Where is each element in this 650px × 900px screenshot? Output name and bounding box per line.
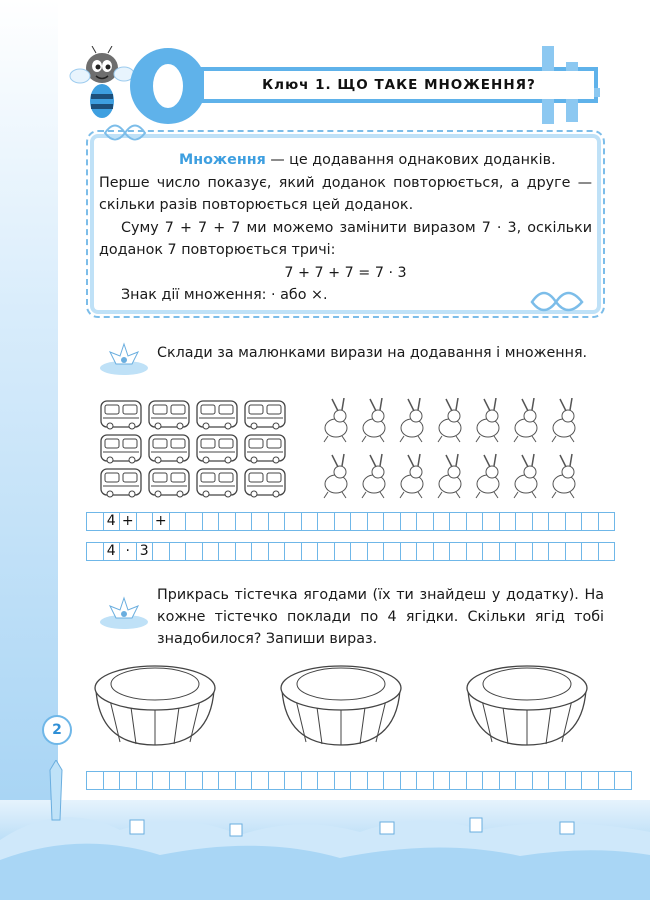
rabbit-icon: [400, 398, 423, 442]
answer-cell[interactable]: [466, 771, 484, 790]
rule-explanation: Перше число показує, який доданок повторюється, а друге — скільки разів повторюється цей доданок.: [99, 174, 592, 213]
bus-icon: [149, 435, 189, 463]
rabbit-icon: [438, 398, 461, 442]
answer-cell[interactable]: [565, 771, 583, 790]
answer-cell[interactable]: 3: [136, 542, 154, 561]
answer-cell[interactable]: [152, 542, 170, 561]
answer-cell[interactable]: [301, 771, 319, 790]
bus-icon: [101, 435, 141, 463]
answer-cell[interactable]: [581, 512, 599, 531]
answer-cell[interactable]: [86, 542, 104, 561]
answer-cell[interactable]: 4: [103, 542, 121, 561]
answer-cell[interactable]: [251, 512, 269, 531]
answer-cell[interactable]: [548, 512, 566, 531]
rule-formula: 7 + 7 + 7 = 7 · 3: [284, 264, 407, 281]
answer-cell[interactable]: [185, 512, 203, 531]
answer-cell[interactable]: [598, 771, 616, 790]
rule-text: [99, 149, 592, 307]
answer-cell[interactable]: ·: [119, 542, 137, 561]
rule-sign: Знак дії множення: · або ×.: [121, 287, 328, 303]
answer-grid-addition[interactable]: [86, 512, 614, 531]
answer-cell[interactable]: [449, 542, 467, 561]
answer-cell[interactable]: [334, 512, 352, 531]
bus-icon: [101, 469, 141, 497]
header-title-box: [204, 71, 594, 99]
tarts-illustration: [90, 650, 605, 755]
bus-icon: [245, 435, 285, 463]
answer-cell[interactable]: [548, 542, 566, 561]
answer-cell[interactable]: [169, 542, 187, 561]
answer-grid-expression[interactable]: [86, 771, 631, 790]
rabbit-icon: [514, 454, 537, 498]
answer-cell[interactable]: [169, 771, 187, 790]
answer-cell[interactable]: [350, 542, 368, 561]
answer-cell[interactable]: [515, 512, 533, 531]
task2-text: Прикрась тістечка ягодами (їх ти знайдеш у додатку). На кожне тістечко поклади по 4 ягідки. Скільки ягід тобі знадобилося? Запиши вираз.: [157, 587, 604, 647]
answer-cell[interactable]: [449, 512, 467, 531]
answer-cell[interactable]: [301, 512, 319, 531]
answer-cell[interactable]: [218, 512, 236, 531]
rabbit-icon: [362, 454, 385, 498]
answer-cell[interactable]: +: [119, 512, 137, 531]
answer-cell[interactable]: [317, 542, 335, 561]
answer-cell[interactable]: [433, 771, 451, 790]
answer-cell[interactable]: [499, 771, 517, 790]
page-title: Ключ 1. ЩО ТАКЕ МНОЖЕННЯ?: [262, 77, 536, 93]
answer-grid-multiplication[interactable]: [86, 542, 614, 561]
answer-cell[interactable]: [383, 512, 401, 531]
bus-icon: [197, 401, 237, 429]
rabbit-icon: [400, 454, 423, 498]
answer-cell[interactable]: [598, 542, 616, 561]
buses-illustration: [100, 400, 295, 500]
answer-cell[interactable]: [152, 771, 170, 790]
bus-icon: [101, 401, 141, 429]
answer-cell[interactable]: [499, 512, 517, 531]
rabbit-icon: [324, 454, 347, 498]
answer-cell[interactable]: [334, 771, 352, 790]
answer-cell[interactable]: [548, 771, 566, 790]
answer-cell[interactable]: [581, 542, 599, 561]
answer-cell[interactable]: [284, 771, 302, 790]
bus-icon: [245, 401, 285, 429]
tart-icon[interactable]: [281, 666, 401, 745]
answer-cell[interactable]: [433, 512, 451, 531]
answer-cell[interactable]: [103, 771, 121, 790]
rabbit-icon: [514, 398, 537, 442]
answer-cell[interactable]: [119, 771, 137, 790]
answer-cell[interactable]: [466, 512, 484, 531]
rabbit-icon: [324, 398, 347, 442]
answer-cell[interactable]: [416, 542, 434, 561]
answer-cell[interactable]: [235, 771, 253, 790]
answer-cell[interactable]: [433, 542, 451, 561]
answer-cell[interactable]: [136, 512, 154, 531]
answer-cell[interactable]: [334, 542, 352, 561]
answer-cell[interactable]: [367, 512, 385, 531]
answer-cell[interactable]: [532, 542, 550, 561]
answer-cell[interactable]: [532, 512, 550, 531]
answer-cell[interactable]: [268, 512, 286, 531]
answer-cell[interactable]: [136, 771, 154, 790]
answer-cell[interactable]: [268, 542, 286, 561]
answer-cell[interactable]: [482, 771, 500, 790]
bus-icon: [197, 469, 237, 497]
answer-cell[interactable]: [400, 542, 418, 561]
ribbon-bow-icon: [100, 118, 150, 148]
answer-cell[interactable]: [367, 771, 385, 790]
answer-cell[interactable]: [416, 512, 434, 531]
answer-cell[interactable]: [284, 512, 302, 531]
answer-cell[interactable]: [383, 771, 401, 790]
page-number: 2: [42, 715, 72, 745]
answer-cell[interactable]: [614, 771, 632, 790]
answer-cell[interactable]: [350, 512, 368, 531]
answer-cell[interactable]: [317, 512, 335, 531]
answer-cell[interactable]: [581, 771, 599, 790]
answer-cell[interactable]: [202, 771, 220, 790]
answer-cell[interactable]: [251, 542, 269, 561]
rule-term: Множення: [179, 152, 266, 168]
answer-cell[interactable]: [383, 542, 401, 561]
rule-example: Суму 7 + 7 + 7 ми можемо замінити виразом 7 · 3, оскільки доданок 7 повторюється тричі:: [99, 219, 592, 258]
rabbit-icon: [438, 454, 461, 498]
rabbits-illustration: [318, 398, 588, 503]
answer-cell[interactable]: 4: [103, 512, 121, 531]
answer-cell[interactable]: [416, 771, 434, 790]
answer-cell[interactable]: [202, 512, 220, 531]
answer-cell[interactable]: [235, 512, 253, 531]
task1-text: Склади за малюнками вирази на додавання і множення.: [157, 345, 588, 361]
answer-cell[interactable]: +: [152, 512, 170, 531]
answer-cell[interactable]: [284, 542, 302, 561]
rabbit-icon: [476, 398, 499, 442]
tart-icon[interactable]: [95, 666, 215, 745]
answer-cell[interactable]: [515, 542, 533, 561]
bus-icon: [149, 469, 189, 497]
rabbit-icon: [552, 454, 575, 498]
rabbit-icon: [362, 398, 385, 442]
answer-cell[interactable]: [466, 542, 484, 561]
answer-cell[interactable]: [235, 542, 253, 561]
answer-cell[interactable]: [317, 771, 335, 790]
answer-cell[interactable]: [86, 512, 104, 531]
answer-cell[interactable]: [86, 771, 104, 790]
answer-cell[interactable]: [400, 512, 418, 531]
answer-cell[interactable]: [185, 771, 203, 790]
answer-cell[interactable]: [400, 771, 418, 790]
answer-cell[interactable]: [185, 542, 203, 561]
answer-cell[interactable]: [268, 771, 286, 790]
answer-cell[interactable]: [301, 542, 319, 561]
answer-cell[interactable]: [218, 542, 236, 561]
answer-cell[interactable]: [251, 771, 269, 790]
bus-icon: [245, 469, 285, 497]
answer-cell[interactable]: [565, 512, 583, 531]
answer-cell[interactable]: [218, 771, 236, 790]
answer-cell[interactable]: [169, 512, 187, 531]
answer-cell[interactable]: [482, 542, 500, 561]
answer-cell[interactable]: [499, 542, 517, 561]
rabbit-icon: [476, 454, 499, 498]
flower-task-icon: [98, 338, 150, 376]
answer-cell[interactable]: [202, 542, 220, 561]
answer-cell[interactable]: [598, 512, 616, 531]
answer-cell[interactable]: [515, 771, 533, 790]
tart-icon[interactable]: [467, 666, 587, 745]
flower-task-icon: [98, 592, 150, 630]
answer-cell[interactable]: [565, 542, 583, 561]
rabbit-icon: [552, 398, 575, 442]
bus-icon: [149, 401, 189, 429]
answer-cell[interactable]: [367, 542, 385, 561]
answer-cell[interactable]: [449, 771, 467, 790]
answer-cell[interactable]: [532, 771, 550, 790]
key-ring-decoration: [130, 48, 206, 124]
answer-cell[interactable]: [482, 512, 500, 531]
bus-icon: [197, 435, 237, 463]
rule-definition: — це додавання однакових доданків.: [265, 152, 556, 168]
answer-cell[interactable]: [350, 771, 368, 790]
